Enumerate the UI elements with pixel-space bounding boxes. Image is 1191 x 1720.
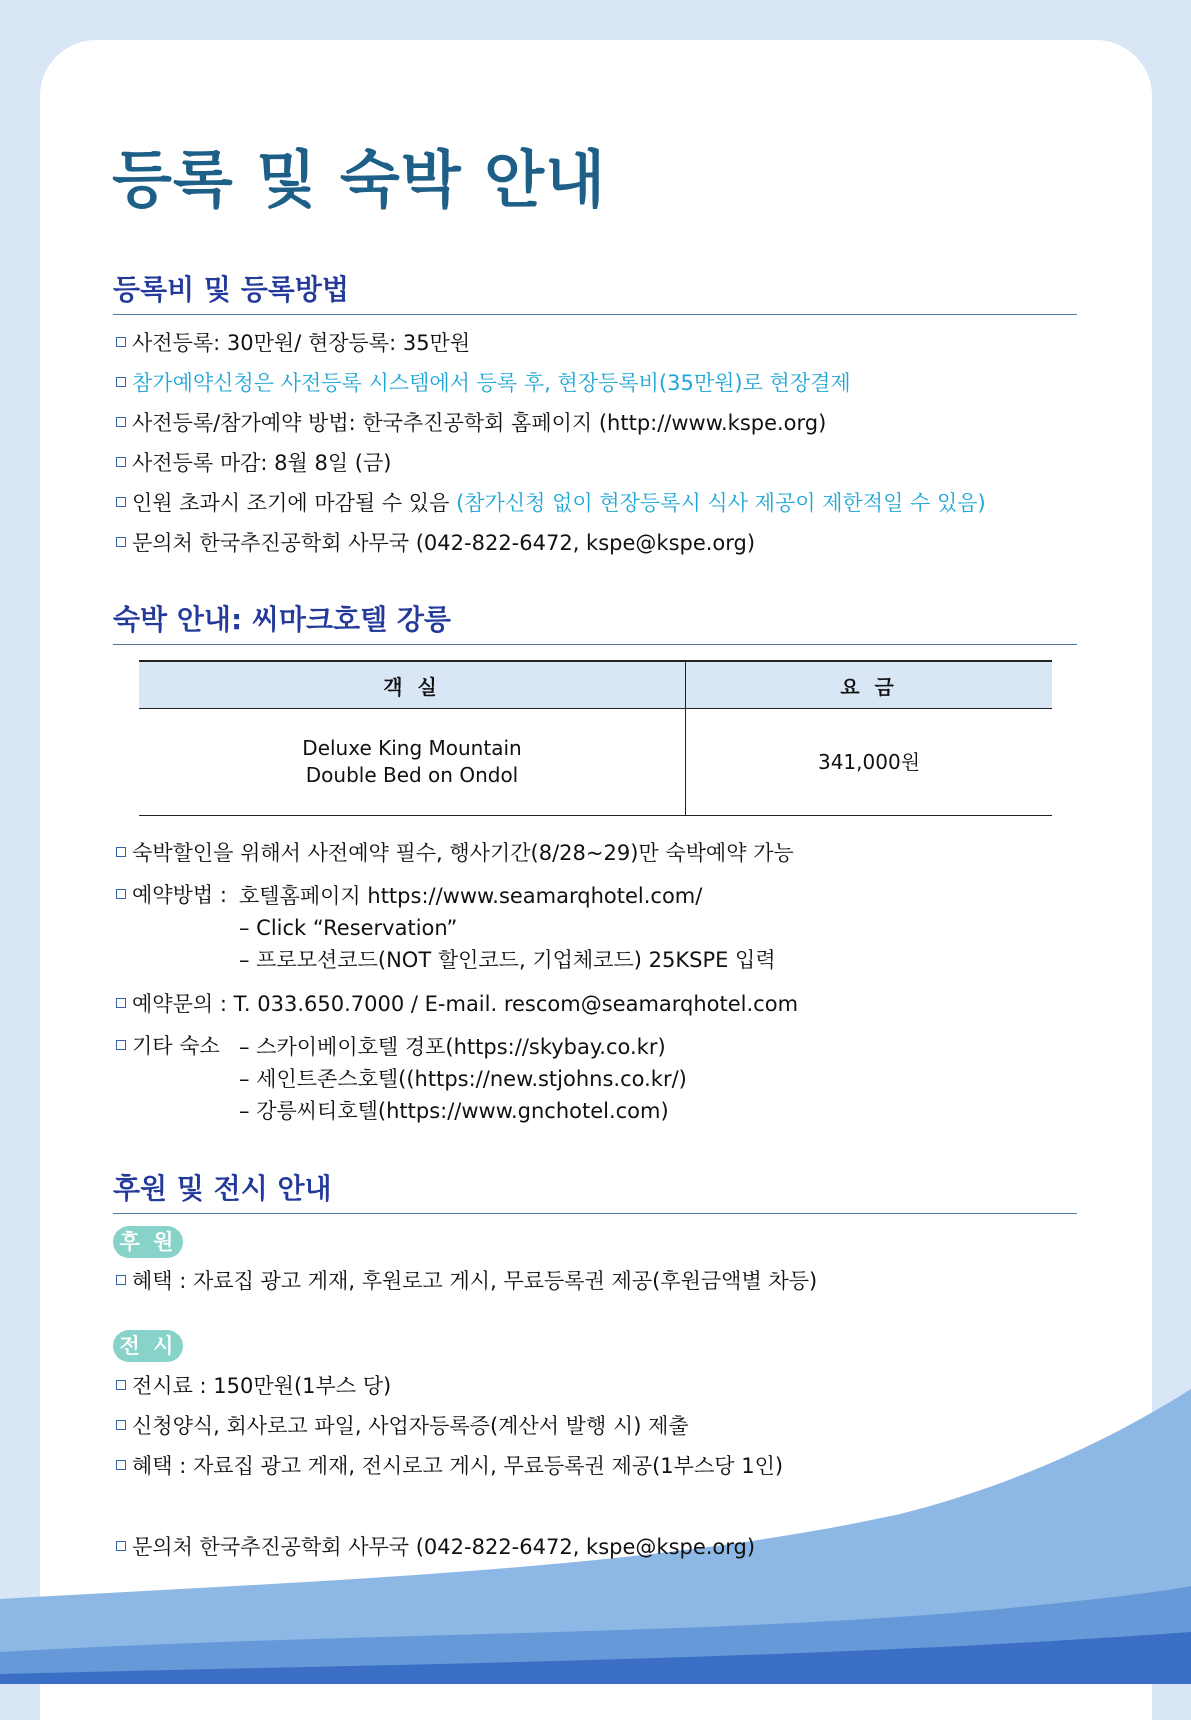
room-cell [139,709,686,816]
list-item [116,880,227,910]
list-item [116,1031,220,1061]
square-bullet-icon [116,847,126,857]
square-bullet-icon [116,998,126,1008]
reservation-method-line: 호텔홈페이지 https://www.seamarqhotel.com/ [239,884,703,908]
list-item: 문의처 한국추진공학회 사무국 (042-822-6472, kspe@kspe.org) [116,528,755,558]
room-name-line: Deluxe King Mountain [302,736,522,760]
room-name-line: Double Bed on Ondol [305,763,519,787]
reservation-method-line: – Click “Reservation” [239,916,458,940]
other-lodging-line: – 스카이베이호텔 경포(https://skybay.co.kr) [239,1035,666,1059]
square-bullet-icon [116,1380,126,1390]
page-title: 등록 및 숙박 안내 [112,143,606,216]
list-item: 신청양식, 회사로고 파일, 사업자등록증(계산서 발행 시) 제출 [116,1411,689,1441]
square-bullet-icon [116,1040,126,1050]
list-item: 사전등록: 30만원/ 현장등록: 35만원 [116,328,470,358]
list-item: 혜택 : 자료집 광고 게재, 후원로고 게시, 무료등록권 제공(후원금액별 차등) [116,1266,817,1296]
list-item: 예약문의 : T. 033.650.7000 / E-mail. rescom@seamarqhotel.com [116,989,798,1019]
square-bullet-icon [116,417,126,427]
list-item: 전시료 : 150만원(1부스 당) [116,1371,391,1401]
reservation-method-line: – 프로모션코드(NOT 할인코드, 기업체코드) 25KSPE 입력 [239,948,776,972]
other-lodging-line: – 세인트존스호텔((https://new.stjohns.co.kr/) [239,1067,687,1091]
list-item: 혜택 : 자료집 광고 게재, 전시로고 게시, 무료등록권 제공(1부스당 1인) [116,1451,783,1481]
room-column-header: 객 실 [139,661,686,709]
sponsor-badge: 후 원 [113,1226,183,1258]
lodging-heading: 숙박 안내: 씨마크호텔 강릉 [113,598,1077,645]
contact-line: 문의처 한국추진공학회 사무국 (042-822-6472, kspe@kspe.org) [116,1532,755,1562]
square-bullet-icon [116,497,126,507]
room-rate-table [139,660,1052,816]
square-bullet-icon [116,457,126,467]
registration-heading: 등록비 및 등록방법 [113,268,1077,315]
square-bullet-icon [116,1420,126,1430]
square-bullet-icon [116,889,126,899]
table-header-row [139,661,1052,709]
list-item: 사전등록/참가예약 방법: 한국추진공학회 홈페이지 (http://www.kspe.org) [116,408,826,438]
other-lodging-label: 기타 숙소 [132,1034,220,1058]
list-item: 참가예약신청은 사전등록 시스템에서 등록 후, 현장등록비(35만원)로 현장결제 [116,368,851,398]
rate-column-header: 요 금 [686,661,1053,709]
square-bullet-icon [116,1275,126,1285]
reservation-method-label: 예약방법 : [132,883,227,907]
list-item: 인원 초과시 조기에 마감될 수 있음 (참가신청 없이 현장등록시 식사 제공이 제한적일 수 있음) [116,488,986,518]
table-row [139,709,1052,816]
sponsor-heading: 후원 및 전시 안내 [113,1167,1077,1214]
list-item: 숙박할인을 위해서 사전예약 필수, 행사기간(8/28~29)만 숙박예약 가능 [116,838,794,868]
square-bullet-icon [116,377,126,387]
square-bullet-icon [116,337,126,347]
square-bullet-icon [116,1541,126,1551]
exhibit-badge: 전 시 [113,1330,183,1362]
square-bullet-icon [116,537,126,547]
rate-cell: 341,000원 [686,709,1053,816]
other-lodging-line: – 강릉씨티호텔(https://www.gnchotel.com) [239,1099,669,1123]
square-bullet-icon [116,1460,126,1470]
list-item: 사전등록 마감: 8월 8일 (금) [116,448,391,478]
